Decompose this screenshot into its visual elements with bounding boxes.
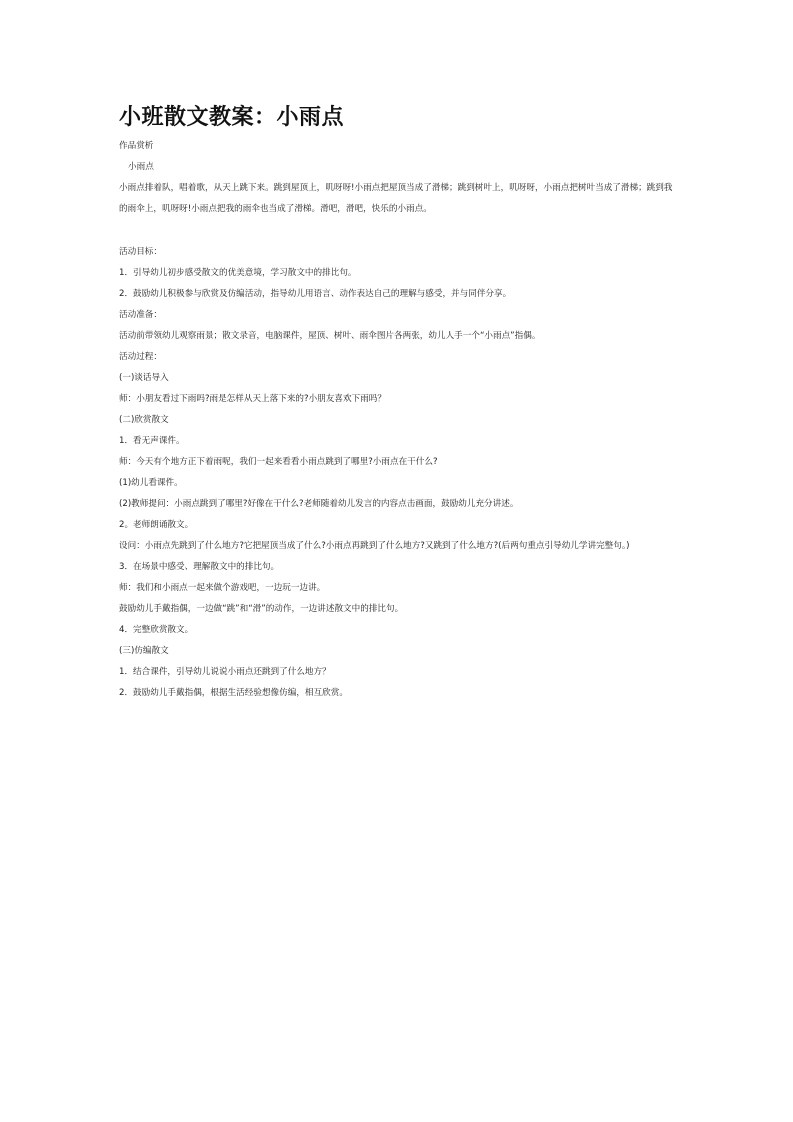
document-title: 小班散文教案：小雨点 bbox=[119, 104, 345, 130]
process-text: 师：今天有个地方正下着雨呢，我们一起来看看小雨点跳到了哪里?小雨点在干什么? bbox=[119, 457, 438, 467]
process-text: (2)教师提问：小雨点跳到了哪里?好像在干什么?老师随着幼儿发言的内容点击画面，鼓励幼儿充分讲述。 bbox=[119, 499, 519, 509]
spacer bbox=[119, 229, 679, 246]
section-heading-goals: 活动目标： bbox=[119, 247, 162, 257]
document-page bbox=[119, 100, 679, 708]
preparation-text: 活动前带领幼儿观察雨景；散文录音，电脑课件，屋顶、树叶、雨伞图片各两张，幼儿人手一个“小雨点”指偶。 bbox=[119, 331, 541, 341]
process-step-heading-3: (三)仿编散文 bbox=[119, 646, 169, 656]
goal-item-1: 1．引导幼儿初步感受散文的优美意境，学习散文中的排比句。 bbox=[119, 268, 357, 278]
process-step-heading-1: (一)谈话导入 bbox=[119, 373, 169, 383]
poem-title: 小雨点 bbox=[128, 162, 154, 172]
goal-item-2: 2．鼓励幼儿积极参与欣赏及仿编活动，指导幼儿用语言、动作表达自己的理解与感受，并与同伴分享。 bbox=[119, 289, 512, 299]
process-text: 1．结合课件，引导幼儿说说小雨点还跳到了什么地方？ bbox=[119, 667, 331, 677]
process-text: 2．鼓励幼儿手戴指偶，根据生活经验想像仿编，相互欣赏。 bbox=[119, 688, 348, 698]
process-text: 1．看无声课件。 bbox=[119, 436, 185, 446]
section-heading-process: 活动过程： bbox=[119, 352, 162, 362]
process-text: 设问：小雨点先跳到了什么地方?它把屋顶当成了什么?小雨点再跳到了什么地方?又跳到了什么地方?(后两句重点引导幼儿学讲完整句。) bbox=[119, 541, 630, 551]
process-text: 师：我们和小雨点一起来做个游戏吧，一边玩一边讲。 bbox=[119, 583, 326, 593]
process-text: 4．完整欣赏散文。 bbox=[119, 625, 194, 635]
process-text: (1)幼儿看课件。 bbox=[119, 478, 183, 488]
process-text: 3．在场景中感受、理解散文中的排比句。 bbox=[119, 562, 280, 572]
process-text: 师：小朋友看过下雨吗?雨是怎样从天上落下来的?小朋友喜欢下雨吗？ bbox=[119, 394, 386, 404]
process-text: 2。老师朗诵散文。 bbox=[119, 520, 194, 530]
process-text: 鼓励幼儿手戴指偶，一边做“跳”和“滑”的动作，一边讲述散文中的排比句。 bbox=[119, 604, 404, 614]
section-heading-preparation: 活动准备： bbox=[119, 310, 162, 320]
section-heading-appreciation: 作品赏析 bbox=[119, 141, 154, 151]
poem-body: 小雨点排着队，唱着歌，从天上跳下来。跳到屋顶上，叽呀呀!小雨点把屋顶当成了滑梯；跳到树叶上，叽呀呀，小雨点把树叶当成了滑梯；跳到我的雨伞上，叽呀呀!小雨点把我的雨伞也当成了滑梯。滑吧，滑吧，快乐的小雨点。 bbox=[119, 183, 673, 214]
process-step-heading-2: (二)欣赏散文 bbox=[119, 415, 169, 425]
